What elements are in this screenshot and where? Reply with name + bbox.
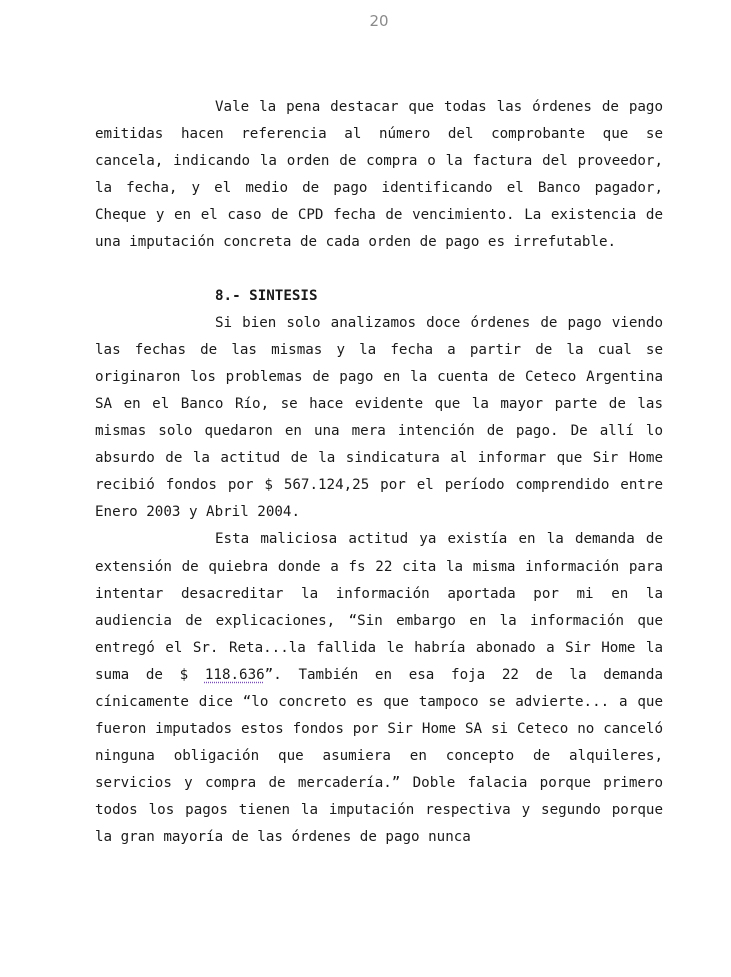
amount-underlined: 118.636 <box>204 666 265 683</box>
paragraph-demanda <box>95 526 663 851</box>
section-heading-sintesis: 8.- SINTESIS <box>215 287 318 304</box>
paragraph-sintesis: Si bien solo analizamos doce órdenes de pago viendo las fechas de las mismas y la fecha a partir de la cual se originaron los problemas de pago en la cuenta de Ceteco Argentina SA en el Banco Río, se hace evidente que la mayor parte de las mismas solo quedaron en una mera intención de pago. De allí lo absurdo de la actitud de la sindicatura al informar que Sir Home recibió fondos por $ 567.124,25 por el período comprendido entre Enero 2003 y Abril 2004. <box>95 314 663 521</box>
page-number: 20 <box>369 12 389 30</box>
paragraph-demanda-part2: ”. También en esa foja 22 de la demanda cínicamente dice “lo concreto es que tampoco se advierte... a que fueron imputados estos fondos por Sir Home SA si Ceteco no canceló ninguna obligación que asumiera en concepto de alquileres, servicios y compra de mercadería.” Doble falacia porque primero todos los pagos tienen la imputación respectiva y segundo porque la gran mayoría de las órdenes de pago nunca <box>95 666 663 846</box>
document-body <box>95 94 663 852</box>
paragraph-demanda-part1: Esta maliciosa actitud ya existía en la demanda de extensión de quiebra donde a fs 22 cita la misma información para intentar desacreditar la información aportada por mi en la audiencia de explicaciones, “Sin embargo en la información que entregó el Sr. Reta...la fallida le habría abonado a Sir Home la suma de $ <box>95 531 663 683</box>
paragraph-payment-orders: Vale la pena destacar que todas las órdenes de pago emitidas hacen referencia al número del comprobante que se cancela, indicando la orden de compra o la factura del proveedor, la fecha, y el medio de pago identificando el Banco pagador, Cheque y en el caso de CPD fecha de vencimiento. La existencia de una imputación concreta de cada orden de pago es irrefutable. <box>95 99 663 251</box>
